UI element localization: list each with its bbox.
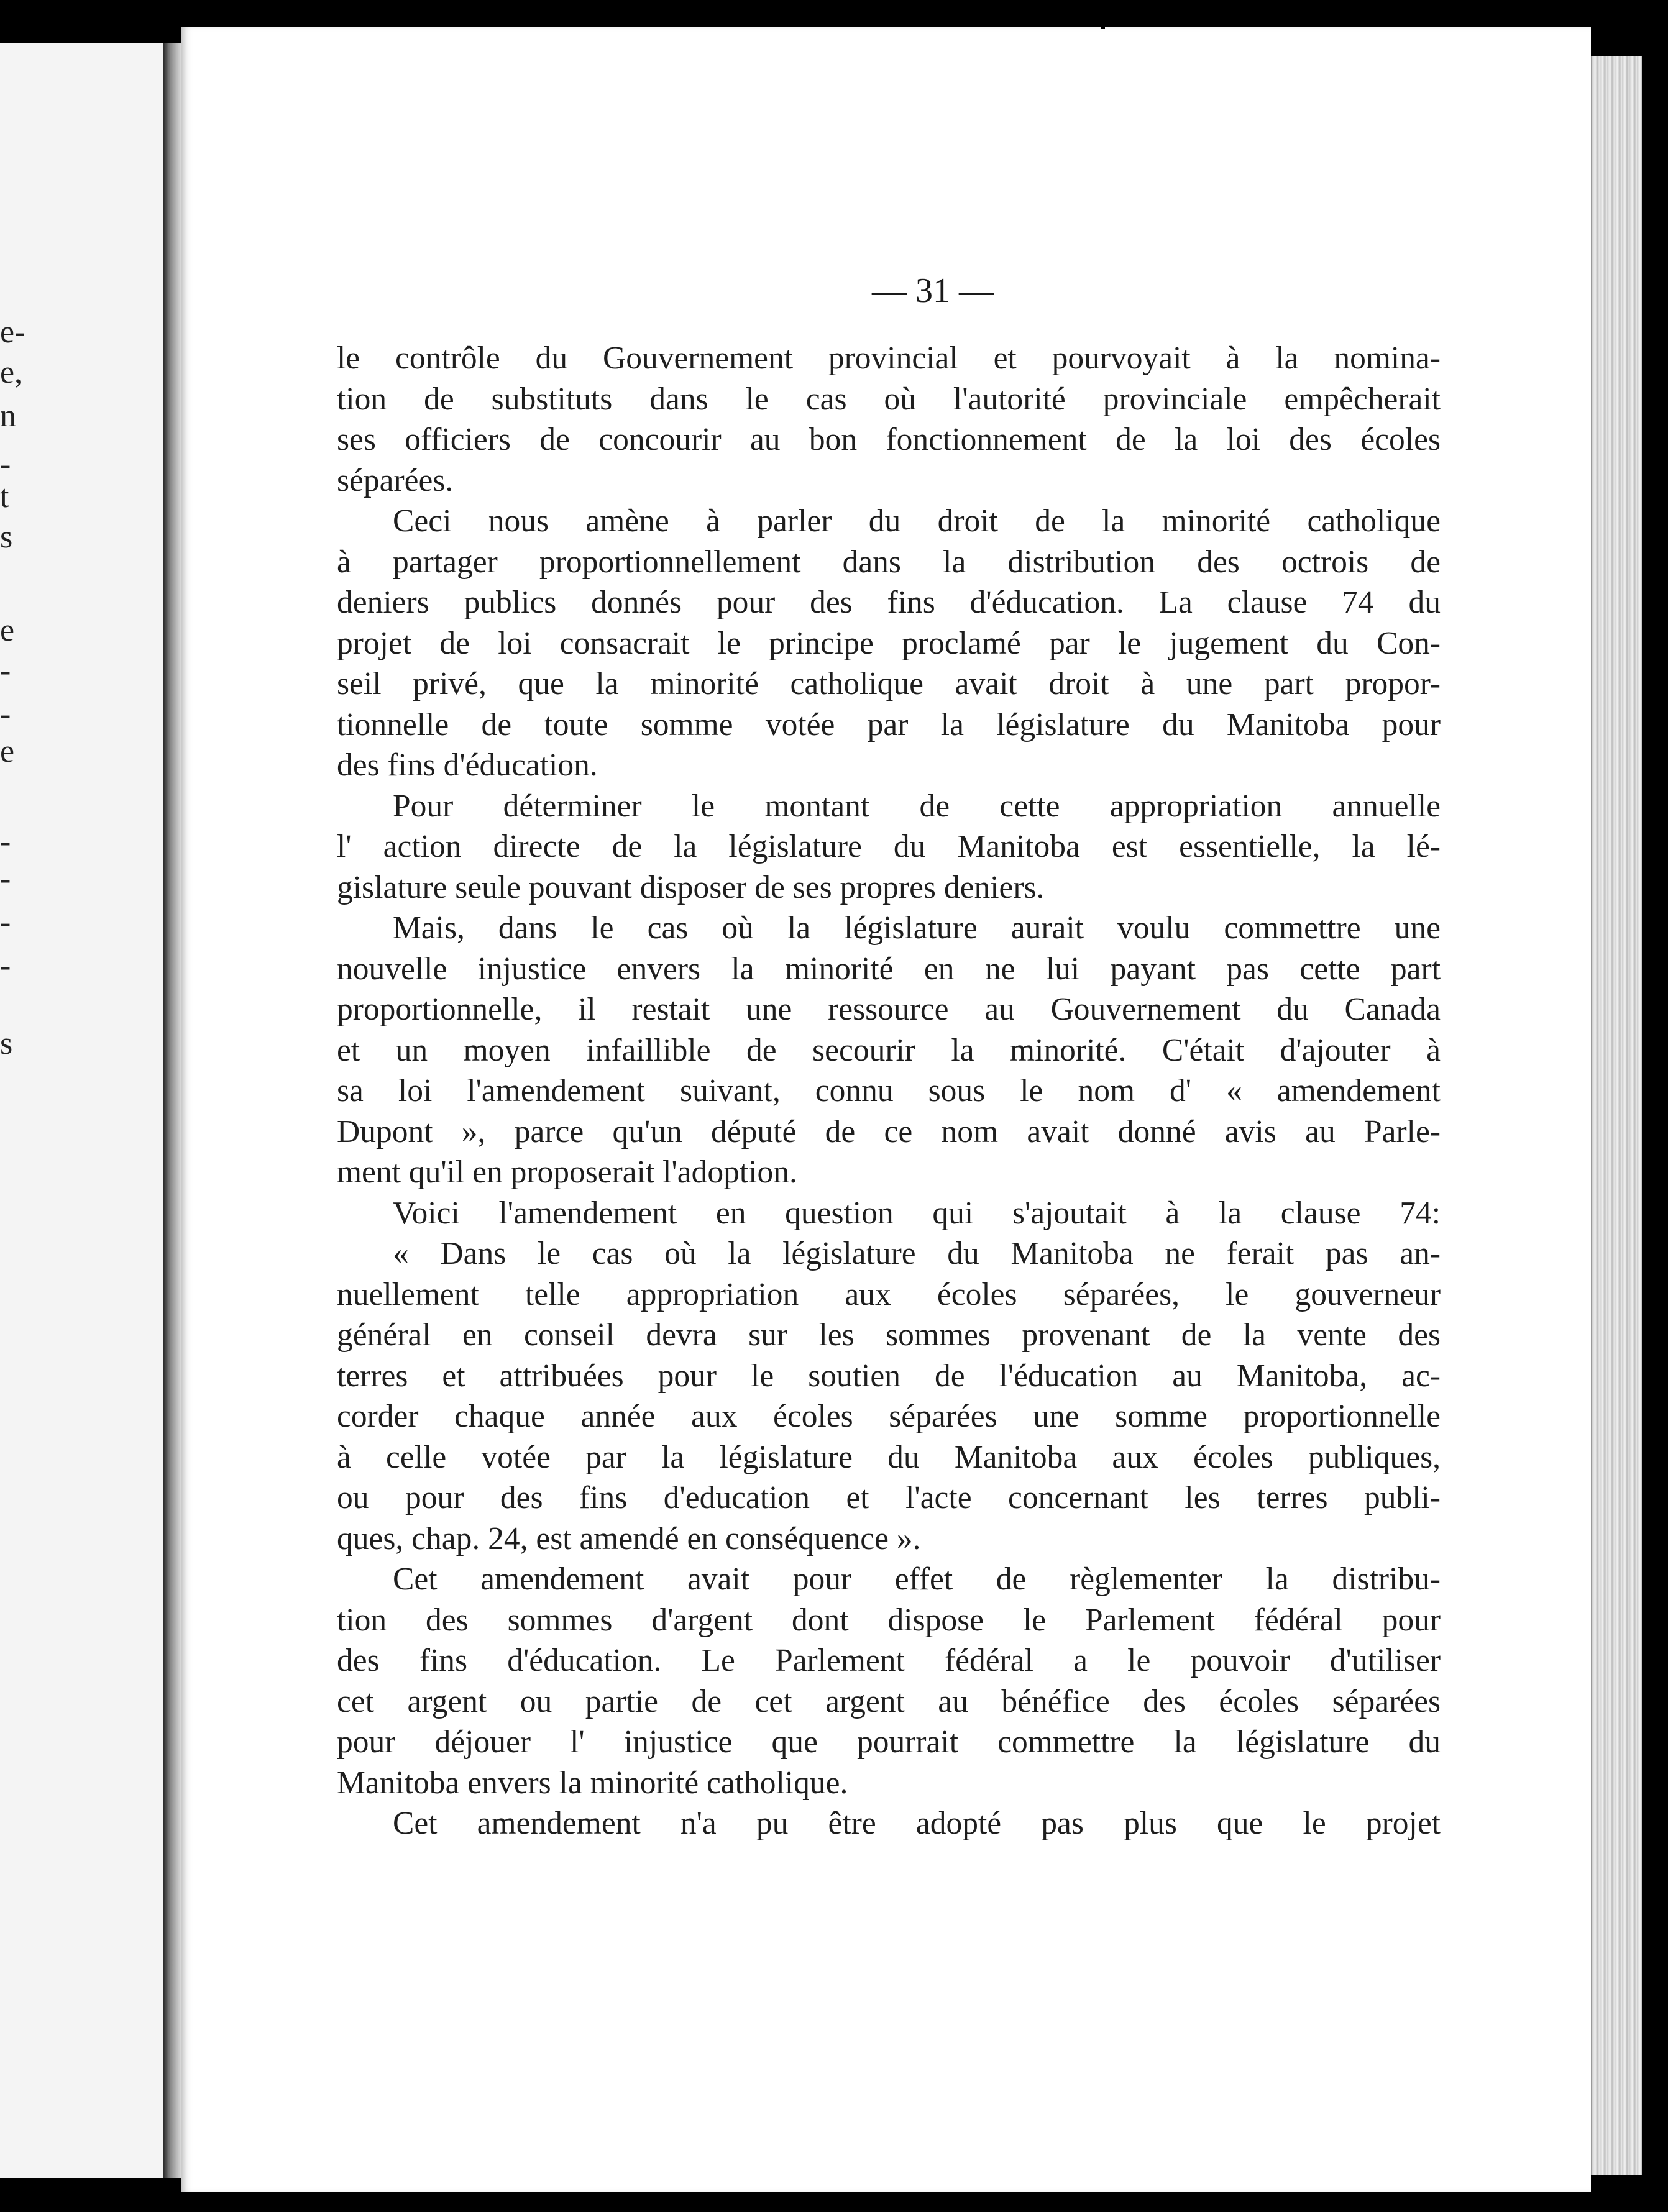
text-line: sa loi l'amendement suivant, connu sous le nom d' « amendement: [337, 1073, 1441, 1108]
text-line: « Dans le cas où la législature du Manitoba ne ferait pas an-: [393, 1236, 1441, 1271]
previous-page-fragment: t: [0, 479, 9, 514]
page-number: — 31 —: [872, 272, 994, 310]
text-line: des fins d'éducation. Le Parlement fédéral a le pouvoir d'utiliser: [337, 1643, 1441, 1678]
previous-page-fragment: -: [0, 948, 11, 984]
text-line: corder chaque année aux écoles séparées une somme proportionnelle: [337, 1399, 1441, 1434]
text-line: ques, chap. 24, est amendé en conséquence ».: [337, 1520, 921, 1556]
previous-page-fragment: -: [0, 697, 11, 732]
text-line: le contrôle du Gouvernement provincial et pourvoyait à la nomina-: [337, 340, 1441, 376]
text-line: tion de substituts dans le cas où l'autorité provinciale empêcherait: [337, 381, 1441, 417]
text-line: ses officiers de concourir au bon fonctionnement de la loi des écoles: [337, 422, 1441, 457]
text-line: l' action directe de la législature du Manitoba est essentielle, la lé-: [337, 829, 1441, 864]
text-line: nouvelle injustice envers la minorité en ne lui payant pas cette part: [337, 951, 1441, 987]
text-line: proportionnelle, il restait une ressource au Gouvernement du Canada: [337, 992, 1441, 1027]
text-line: deniers publics donnés pour des fins d'éducation. La clause 74 du: [337, 585, 1441, 620]
text-line: seil privé, que la minorité catholique avait droit à une part propor-: [337, 666, 1441, 702]
previous-page-fragment: n: [0, 398, 16, 434]
text-line: gislature seule pouvant disposer de ses propres deniers.: [337, 869, 1045, 905]
text-line: Mais, dans le cas où la législature aurait voulu commettre une: [393, 910, 1441, 946]
scanned-page: [181, 27, 1591, 2192]
text-line: ou pour des fins d'education et l'acte concernant les terres publi-: [337, 1480, 1441, 1515]
text-line: Ceci nous amène à parler du droit de la minorité catholique: [393, 503, 1441, 539]
text-line: projet de loi consacrait le principe proclamé par le jugement du Con-: [337, 625, 1441, 661]
text-line: Voici l'amendement en question qui s'ajoutait à la clause 74:: [393, 1195, 1441, 1231]
text-line: Cet amendement avait pour effet de règlementer la distribu-: [393, 1561, 1441, 1597]
previous-page-fragment: e: [0, 734, 15, 769]
text-line: tion des sommes d'argent dont dispose le Parlement fédéral pour: [337, 1602, 1441, 1638]
text-line: à partager proportionnellement dans la distribution des octrois de: [337, 544, 1441, 580]
book-gutter: [163, 43, 181, 2178]
text-line: général en conseil devra sur les sommes provenant de la vente des: [337, 1317, 1441, 1353]
text-line: des fins d'éducation.: [337, 747, 598, 783]
text-line: ment qu'il en proposerait l'adoption.: [337, 1154, 797, 1190]
previous-page-fragment: -: [0, 653, 11, 688]
text-line: nuellement telle appropriation aux écoles séparées, le gouverneur: [337, 1276, 1441, 1312]
previous-page-fragment: e: [0, 613, 15, 648]
text-line: Pour déterminer le montant de cette appropriation annuelle: [393, 788, 1441, 824]
previous-page-fragment: e,: [0, 355, 23, 390]
text-line: cet argent ou partie de cet argent au bénéfice des écoles séparées: [337, 1683, 1441, 1719]
previous-page-fragment: -: [0, 861, 11, 897]
previous-page-fragment: -: [0, 905, 11, 940]
text-line: à celle votée par la législature du Manitoba aux écoles publiques,: [337, 1439, 1441, 1475]
text-line: tionnelle de toute somme votée par la législature du Manitoba pour: [337, 706, 1441, 743]
previous-page-fragment: e-: [0, 314, 25, 350]
text-line: Dupont », parce qu'un député de ce nom avait donné avis au Parle-: [337, 1113, 1441, 1149]
previous-page-fragment: s: [0, 1026, 13, 1061]
text-line: Cet amendement n'a pu être adopté pas plus que le projet: [393, 1806, 1441, 1841]
text-line: pour déjouer l' injustice que pourrait commettre la législature du: [337, 1724, 1441, 1760]
previous-page-fragment: -: [0, 824, 11, 859]
text-line: séparées.: [337, 462, 454, 498]
text-line: terres et attribuées pour le soutien de l'éducation au Manitoba, ac-: [337, 1358, 1441, 1394]
previous-page-fragment: s: [0, 519, 13, 555]
page-stack-edge: [1591, 56, 1642, 2175]
text-line: Manitoba envers la minorité catholique.: [337, 1765, 848, 1801]
page-body-text: [337, 338, 1441, 1844]
text-line: et un moyen infaillible de secourir la minorité. C'était d'ajouter à: [337, 1032, 1441, 1068]
previous-page-fragment: -: [0, 447, 11, 482]
scan-mark-top: [1101, 0, 1105, 29]
